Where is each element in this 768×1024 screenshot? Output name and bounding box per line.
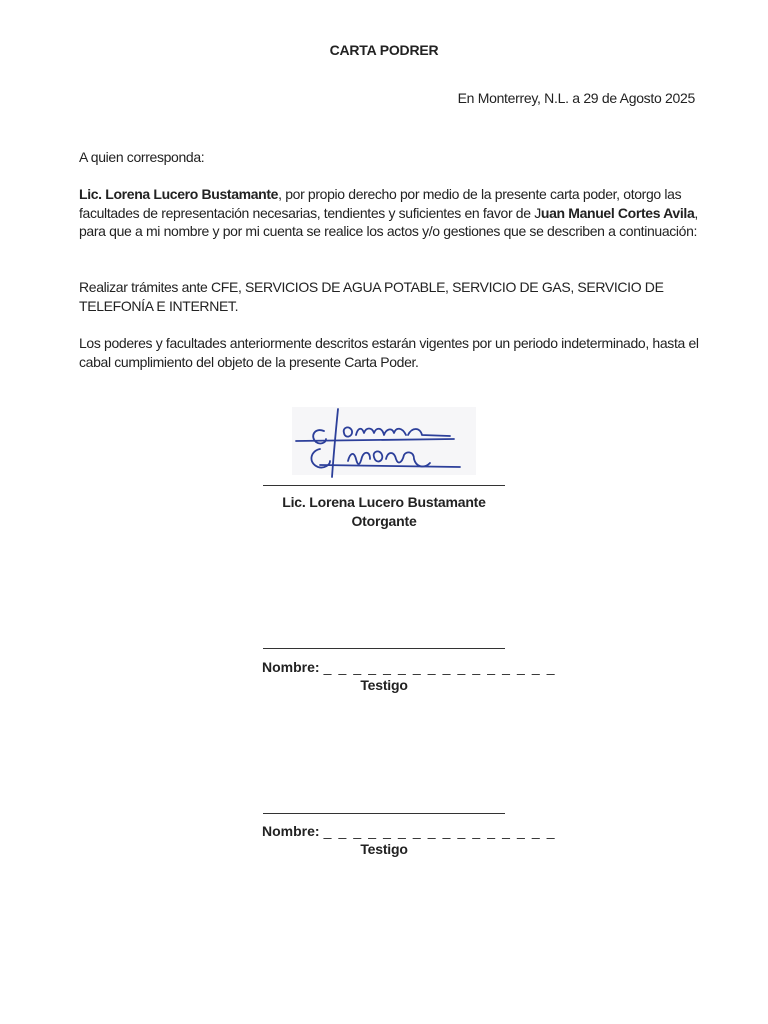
- grantee-name-inline: uan Manuel Cortes Avila: [540, 204, 695, 221]
- grantor-role: Otorgante: [351, 513, 417, 529]
- paragraph-grant-text-b: , para que a mi nombre y por mi cuenta se realice los actos y/o gestiones que se describen a continuación:: [79, 204, 698, 240]
- grantor-signature-line: [263, 485, 505, 486]
- witness-1-role: Testigo: [360, 677, 408, 693]
- witness-1-name-row: [262, 659, 557, 675]
- witness-1-signature-line: [263, 648, 505, 649]
- paragraph-procedures: Realizar trámites ante CFE, SERVICIOS DE AGUA POTABLE, SERVICIO DE GAS, SERVICIO DE TELEFONÍA E INTERNET.: [79, 279, 664, 314]
- witness-2-name-label: Nombre:: [262, 823, 320, 839]
- handwritten-signature: [290, 405, 480, 480]
- paragraph-validity: Los poderes y facultades anteriormente descritos estarán vigentes por un periodo indeterminado, hasta el cabal cumplimiento del objeto de la presente Carta Poder.: [79, 335, 699, 370]
- witness-2-name-blank: _ _ _ _ _ _ _ _ _ _ _ _ _ _ _ _: [323, 823, 557, 839]
- witness-2-name-row: [262, 823, 557, 839]
- document-title: CARTA PODRER: [329, 42, 439, 58]
- witness-2-role: Testigo: [360, 841, 408, 857]
- paragraph-grant-text-a: , por propio derecho por medio de la presente carta poder, otorgo las facultades de representación necesarias, tendientes y suficientes en favor de J: [79, 186, 682, 221]
- grantor-name-inline: Lic. Lorena Lucero Bustamante: [79, 186, 279, 202]
- witness-1-name-blank: _ _ _ _ _ _ _ _ _ _ _ _ _ _ _ _: [323, 659, 557, 675]
- paragraph-grant: [79, 185, 699, 241]
- witness-2-signature-line: [263, 813, 505, 814]
- salutation: A quien corresponda:: [79, 149, 205, 165]
- witness-1-name-label: Nombre:: [262, 659, 320, 675]
- place-date: En Monterrey, N.L. a 29 de Agosto 2025: [457, 90, 695, 106]
- grantor-name: Lic. Lorena Lucero Bustamante: [282, 494, 486, 510]
